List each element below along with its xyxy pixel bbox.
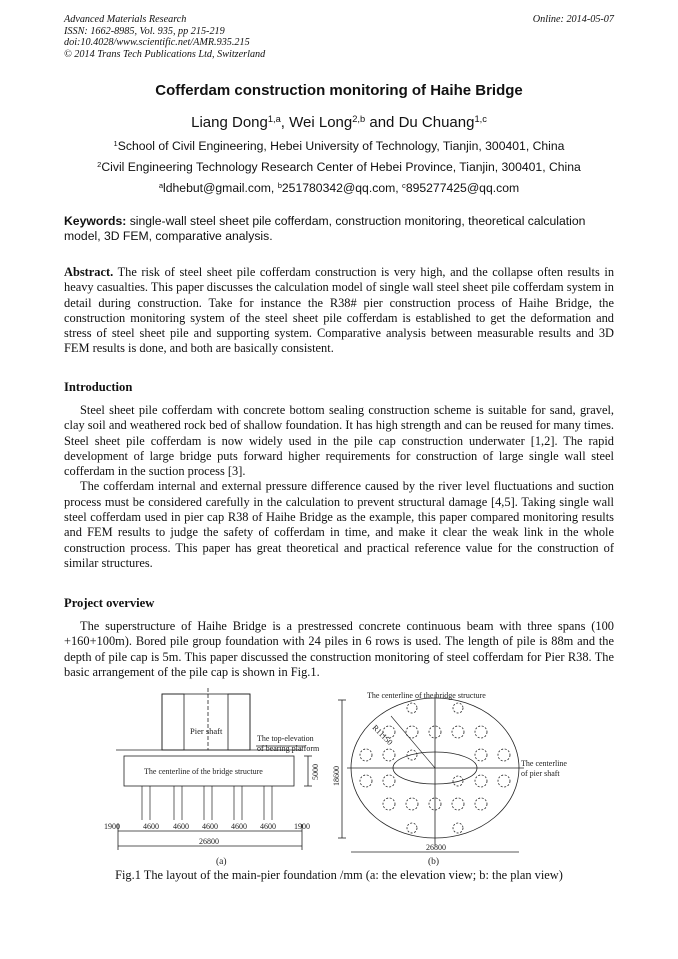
spacing-dimension: 4600 [143, 822, 159, 831]
spacing-dimension: 4600 [231, 822, 247, 831]
spacing-dimension: 1900 [104, 822, 120, 831]
email-sup: b [277, 180, 282, 190]
email-sup: a [158, 180, 164, 190]
spacing-dimension: 4600 [202, 822, 218, 831]
pier-shaft [162, 694, 250, 750]
pier-left-column [162, 694, 184, 750]
overview-body [64, 619, 614, 680]
spacing-dimension: 4600 [260, 822, 276, 831]
height-dimension: 5000 [311, 764, 320, 780]
paper-title: Cofferdam construction monitoring of Haihe Bridge [155, 82, 523, 99]
pier-centerline-label: The centerline [521, 759, 567, 768]
author-sup: 1,c [474, 113, 487, 124]
section-heading-project-overview: Project overview [64, 596, 155, 610]
email-list [0, 181, 678, 195]
width-dimension: 18600 [332, 766, 341, 786]
email-sup: c [402, 180, 406, 190]
keywords [64, 214, 614, 244]
doi: doi:10.4028/www.scientific.net/AMR.935.215 [64, 37, 250, 49]
online-date: Online: 2014-05-07 [532, 14, 614, 25]
piles [142, 786, 272, 820]
copyright: © 2014 Trans Tech Publications Ltd, Switzerland [64, 48, 266, 60]
author-name: Du Chuang [398, 114, 475, 131]
top-elevation-label: The top-elevation [257, 734, 314, 743]
plan-total-dimension: 26800 [426, 843, 446, 852]
author-sup: 1,a [267, 113, 281, 124]
author-sup: 2,b [352, 113, 366, 124]
paragraph: The cofferdam internal and external pressure difference caused by the river level fluctuations and suction process must be considered carefully in the calculation to prevent structural damage [4,5]. Taking single wall steel cofferdam used in pier cap R38 of Haihe Bridge as the example, this paper compared monitoring results and FEM results to judge the safety of cofferdam in time, and make it clear the weak link in the whole construction process. This paper has great theoretical and practical reference value for the construction of similar structures. [64, 479, 614, 570]
pier-right-column [228, 694, 250, 750]
author-sep: , [280, 114, 290, 131]
subfigure-label: (b) [428, 857, 440, 867]
journal-header [64, 14, 614, 60]
author-name: Liang Dong [191, 114, 268, 131]
author-name: Wei Long [289, 114, 353, 131]
total-dimension: 26800 [199, 837, 219, 846]
email-link[interactable]: ldhebut@gmail.com, [163, 181, 278, 195]
subfigure-label: (a) [216, 857, 227, 867]
affiliation-text: Civil Engineering Technology Research Center of Hebei Province, Tianjin, 300401, China [101, 160, 581, 174]
affiliation-sup: 1 [113, 138, 118, 148]
keywords-label: Keywords: [64, 214, 127, 228]
issn: ISSN: 1662-8985, Vol. 935, pp 215-219 [64, 25, 225, 37]
centerline-label: The centerline of the bridge structure [144, 767, 263, 776]
top-elevation-label: of bearing platform [257, 744, 320, 753]
abstract-text: The risk of steel sheet pile cofferdam construction is very high, and the collapse often results in heavy casualties. This paper discusses the calculation model of single wall steel sheet pile cofferdam system in detail during construction. Take for instance the R38# pier construction process of Haihe Bridge, the construction monitoring system of the steel sheet pile cofferdam is established to get the deformation and stress of steel sheet pile and supporting system. Comparative analysis between measurable results and 3D FEM results is done, and both are basically consistent. [64, 265, 615, 356]
paragraph: The superstructure of Haihe Bridge is a prestressed concrete continuous beam with three spans (100 +160+100m). Bored pile group foundation with 24 piles in 6 rows is used. The length of pile is 88m and the depth of pile cap is 5m. This paper discussed the construction monitoring of steel cofferdam for Pier R38. The basic arrangement of the pile cap is shown in Fig.1. [64, 619, 614, 679]
figure-1 [96, 688, 596, 868]
email-link[interactable]: 251780342@qq.com, [281, 181, 403, 195]
affiliation-2 [0, 160, 678, 174]
affiliation-sup: 2 [97, 159, 102, 169]
keywords-text: single-wall steel sheet pile cofferdam, construction monitoring, theoretical calculation model, 3D FEM, comparative analysis. [64, 214, 586, 243]
pier-centerline-label: of pier shaft [521, 769, 560, 778]
introduction-body [64, 403, 614, 571]
email-link[interactable]: 895277425@qq.com [405, 181, 520, 195]
journal-name: Advanced Materials Research [64, 14, 187, 25]
plan-view [338, 694, 524, 852]
author-sep: and [365, 114, 399, 131]
abstract-label: Abstract. [64, 265, 114, 279]
spacing-dimension: 4600 [173, 822, 189, 831]
spacing-dimension: 1900 [294, 822, 310, 831]
pier-shaft-label: Pier shaft [190, 726, 223, 736]
radius-label: R11150 [370, 723, 395, 747]
plan-centerline-label: The centerline of the bridge structure [367, 691, 486, 700]
section-heading-introduction: Introduction [64, 380, 133, 394]
paragraph: Steel sheet pile cofferdam with concrete bottom sealing construction scheme is suitable for sand, gravel, clay soil and weathered rock bed of shallow foundation. It has high strength and can be reused for many times. Steel sheet pile cofferdam is now widely used in the pile cap construction underwater [1,2]. The rapid development of large bridge puts forward higher requirements for construction of large single wall steel cofferdam in the suction process [3]. [64, 403, 614, 479]
author-list [0, 114, 678, 131]
affiliation-1 [0, 139, 678, 153]
abstract [64, 265, 614, 357]
affiliation-text: School of Civil Engineering, Hebei University of Technology, Tianjin, 300401, China [117, 139, 565, 153]
figure-caption: Fig.1 The layout of the main-pier foundation /mm (a: the elevation view; b: the plan view) [115, 868, 563, 882]
